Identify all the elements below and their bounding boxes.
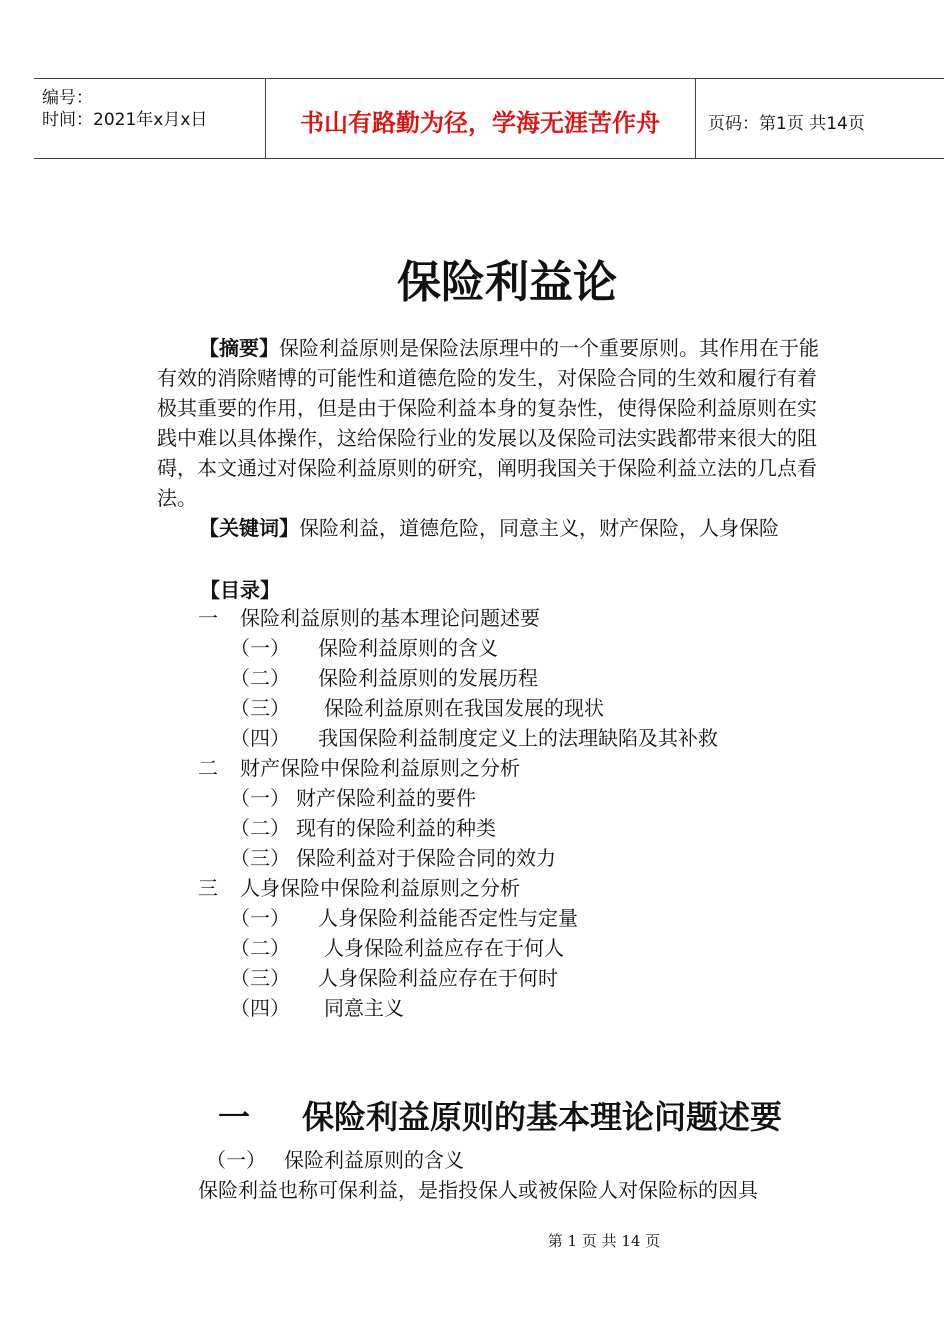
toc-item-num: （一） xyxy=(230,786,290,810)
toc-item-text: 财产保险利益的要件 xyxy=(296,786,476,810)
page-footer: 第 1 页 共 14 页 xyxy=(547,1232,661,1250)
toc-item-num: （二） xyxy=(230,816,290,840)
toc-item-num: （三） xyxy=(230,846,290,870)
toc-item[interactable] xyxy=(0,963,950,993)
abstract-text: 保险利益原则是保险法原理中的一个重要原则。其作用在于能有效的消除赌博的可能性和道德危险的发生，对保险合同的生效和履行有着极其重要的作用，但是由于保险利益本身的复杂性，使得保险利益原则在实践中难以具体操作，这给保险行业的发展以及保险司法实践都带来很大的阻碍，本文通过对保险利益原则的研究，阐明我国关于保险利益立法的几点看法。 xyxy=(157,336,819,510)
toc-item-text: 人身保险利益应存在于何人 xyxy=(324,936,564,960)
time-label: 时间：2021年x月x日 xyxy=(42,110,208,130)
toc-item-text: 保险利益原则的含义 xyxy=(318,636,498,660)
abstract-label: 【摘要】 xyxy=(199,336,279,360)
toc-item-num: （二） xyxy=(230,936,290,960)
table-of-contents xyxy=(0,603,950,1023)
toc-item-text: 保险利益对于保险合同的效力 xyxy=(296,846,556,870)
abstract-paragraph xyxy=(157,333,827,513)
toc-item[interactable] xyxy=(0,873,950,903)
motto: 书山有路勤为径，学海无涯苦作舟 xyxy=(300,109,660,137)
toc-item-num: （一） xyxy=(230,636,290,660)
section-title: 保险利益原则的基本理论问题述要 xyxy=(302,1098,783,1136)
toc-heading: 【目录】 xyxy=(200,578,280,602)
toc-item[interactable] xyxy=(0,993,950,1023)
toc-item[interactable] xyxy=(0,813,950,843)
toc-item-num: 二 xyxy=(198,756,218,780)
toc-item[interactable] xyxy=(0,663,950,693)
toc-item-text: 保险利益原则在我国发展的现状 xyxy=(324,696,604,720)
toc-item-num: 一 xyxy=(198,606,218,630)
toc-item[interactable] xyxy=(0,783,950,813)
toc-item-text: 同意主义 xyxy=(324,996,404,1020)
toc-item-num: （一） xyxy=(230,906,290,930)
subsection-title: 保险利益原则的含义 xyxy=(284,1148,464,1172)
header-table xyxy=(34,78,944,159)
toc-item-num: （三） xyxy=(230,696,290,720)
page-info: 页码：第1页 共14页 xyxy=(708,114,865,134)
section-heading xyxy=(0,1092,950,1136)
toc-item[interactable] xyxy=(0,633,950,663)
toc-item[interactable] xyxy=(0,933,950,963)
toc-item-num: （四） xyxy=(230,726,290,750)
toc-item-text: 保险利益原则的发展历程 xyxy=(318,666,538,690)
serial-label: 编号： xyxy=(42,88,93,108)
toc-item-text: 人身保险利益应存在于何时 xyxy=(318,966,558,990)
keywords-text: 保险利益，道德危险，同意主义，财产保险，人身保险 xyxy=(299,516,779,540)
keywords-label: 【关键词】 xyxy=(199,516,299,540)
toc-item[interactable] xyxy=(0,753,950,783)
toc-item-num: （四） xyxy=(230,996,290,1020)
header-left-cell xyxy=(34,79,266,158)
toc-item[interactable] xyxy=(0,903,950,933)
toc-item[interactable] xyxy=(0,693,950,723)
toc-item-text: 保险利益原则的基本理论问题述要 xyxy=(240,606,540,630)
toc-item-num: （二） xyxy=(230,666,290,690)
body-paragraph: 保险利益也称可保利益，是指投保人或被保险人对保险标的因具 xyxy=(198,1178,758,1202)
toc-item-num: 三 xyxy=(198,876,218,900)
subsection-heading xyxy=(206,1144,464,1173)
toc-item-num: （三） xyxy=(230,966,290,990)
toc-item[interactable] xyxy=(0,723,950,753)
subsection-number: （一） xyxy=(206,1148,266,1172)
toc-item-text: 人身保险中保险利益原则之分析 xyxy=(240,876,520,900)
header-right-cell xyxy=(696,79,944,158)
toc-item-text: 现有的保险利益的种类 xyxy=(296,816,496,840)
toc-item[interactable] xyxy=(0,603,950,633)
document-title: 保险利益论 xyxy=(397,257,617,308)
toc-item[interactable] xyxy=(0,843,950,873)
keywords-paragraph xyxy=(157,513,827,543)
header-middle-cell xyxy=(265,79,696,158)
toc-item-text: 财产保险中保险利益原则之分析 xyxy=(240,756,520,780)
toc-item-text: 人身保险利益能否定性与定量 xyxy=(318,906,578,930)
toc-item-text: 我国保险利益制度定义上的法理缺陷及其补救 xyxy=(318,726,718,750)
section-number: 一 xyxy=(218,1098,251,1136)
